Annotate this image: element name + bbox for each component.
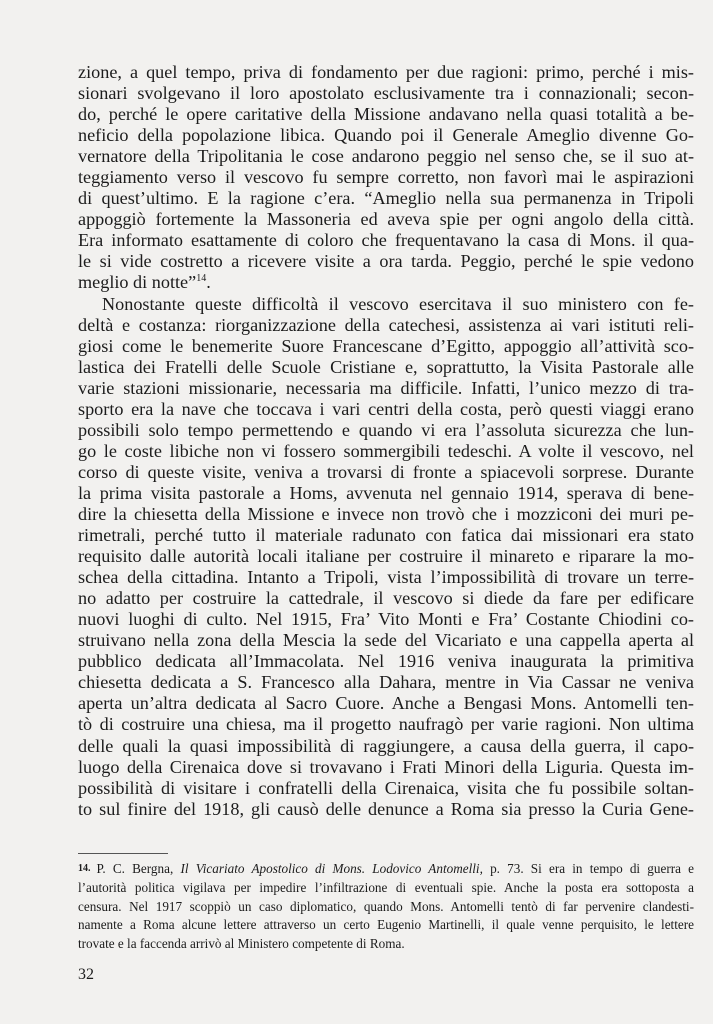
text-line: deltà e costanza: riorganizzazione della catechesi, assistenza ai vari istituti reli- [78, 314, 694, 335]
text-line: go le coste libiche non vi fossero sommergibili tedeschi. A volte il vescovo, nel [78, 440, 694, 461]
paragraph-2 [78, 294, 694, 820]
footnote-line: namente a Roma alcune lettere attraverso un certo Eugenio Martinelli, il quale venne perquisito, le lettere [78, 917, 694, 933]
paragraph-1 [78, 62, 694, 294]
footnote-divider [78, 853, 168, 854]
text-line: possibili solo tempo permettendo e quando vi era l’assoluta sicurezza che lun- [78, 419, 694, 440]
text-line: neficio della popolazione libica. Quando poi il Generale Ameglio divenne Go- [78, 125, 694, 146]
page-number: 32 [78, 966, 94, 983]
text-line: corso di queste visite, veniva a trovarsi di fronte a spiacevoli sorprese. Durante [78, 461, 694, 482]
text-line: tò di costruire una chiesa, ma il progetto naufragò per varie ragioni. Non ultima [78, 714, 694, 735]
text-line: sporto era la nave che toccava i vari centri della costa, però questi viaggi erano [78, 398, 694, 419]
text-line: schea della cittadina. Intanto a Tripoli, vista l’impossibilità di trovare un terre- [78, 567, 694, 588]
footnote-author: P. C. Bergna, [96, 861, 174, 876]
text-line: struivano nella zona della Mescia la sede del Vicariato e una cappella aperta al [78, 630, 694, 651]
text-line: Era informato esattamente di coloro che frequentavano la casa di Mons. il qua- [78, 230, 694, 251]
text-line: la prima visita pastorale a Homs, avvenuta nel gennaio 1914, sperava di bene- [78, 482, 694, 503]
text-line: possibilità di visitare i confratelli della Cirenaica, visita che fu possibile soltan- [78, 777, 694, 798]
text-line: nuovi luoghi di culto. Nel 1915, Fra’ Vito Monti e Fra’ Costante Chiodini co- [78, 609, 694, 630]
footnote-line: l’autorità politica vigilava per impedire l’infiltrazione di eventuali spie. Anche la posta era sottoposta a [78, 879, 694, 895]
text-line: varie stazioni missionarie, necessaria ma difficile. Infatti, l’unico mezzo di tra- [78, 377, 694, 398]
text-line: chiesetta dedicata a S. Francesco alla Dahara, mentre in Via Cassar ne veniva [78, 672, 694, 693]
footnote-line: censura. Nel 1917 scoppiò un caso diplomatico, quando Mons. Antomelli tentò di far pervenire clandesti- [78, 898, 694, 914]
text-line: le si vide costretto a ricevere visite a ora tarda. Peggio, perché le spie vedono [78, 251, 694, 272]
text-line: aperta un’altra dedicata al Sacro Cuore. Anche a Bengasi Mons. Antomelli ten- [78, 693, 694, 714]
text-line: luogo della Cirenaica dove si trovavano i Frati Minori della Liguria. Questa im- [78, 756, 694, 777]
text-line: rimetrali, perché tutto il materiale radunato con fatica dai missionari era stato [78, 525, 694, 546]
text-line: lastica dei Fratelli delle Scuole Cristiane e, soprattutto, la Visita Pastorale alle [78, 356, 694, 377]
text-line: dire la chiesetta della Missione e invece non trovò che i mozziconi dei muri pe- [78, 503, 694, 524]
text-line: appoggiò fortemente la Massoneria ed aveva spie per ogni angolo della città. [78, 209, 694, 230]
footnote-title: Il Vicariato Apostolico di Mons. Lodovico Antomelli, [180, 861, 483, 876]
footnote-line [78, 860, 694, 879]
footnote-first-line-rest: p. 73. Si era in tempo di guerra e [490, 861, 694, 876]
text-line: di quest’ultimo. E la ragione c’era. “Ameglio nella sua permanenza in Tripoli [78, 188, 694, 209]
text-line: pubblico dedicata all’Immacolata. Nel 1916 veniva inaugurata la primitiva [78, 651, 694, 672]
text-line: no adatto per costruire la cattedrale, il vescovo si diede da fare per edificare [78, 588, 694, 609]
footnote-line: trovate e la faccenda arrivò al Ministero competente di Roma. [78, 936, 405, 952]
text-line: vernatore della Tripolitania le cose andarono peggio nel senso che, se il suo at- [78, 146, 694, 167]
footnote [78, 860, 694, 954]
text-line: to sul finire del 1918, gli causò delle denunce a Roma sia presso la Curia Gene- [78, 798, 694, 819]
text-line-content: meglio di notte” [78, 272, 197, 293]
text-line: requisito dalle autorità locali italiane per costruire il minareto e riparare la mo- [78, 546, 694, 567]
text-line: zione, a quel tempo, priva di fondamento per due ragioni: primo, perché i mis- [78, 62, 694, 82]
text-line: Nonostante queste difficoltà il vescovo esercitava il suo ministero con fe- [102, 293, 694, 314]
text-line-last [78, 272, 694, 293]
text-line: delle quali la quasi impossibilità di raggiungere, a causa della guerra, il capo- [78, 735, 694, 756]
text-line: giosi come le benemerite Suore Francescane d’Egitto, appoggio all’attività sco- [78, 335, 694, 356]
footnote-number: 14. [78, 863, 91, 874]
text-line: teggiamento verso il vescovo fu sempre corretto, non favorì mai le aspirazioni [78, 167, 694, 188]
body-text [78, 62, 694, 820]
sentence-end: . [206, 272, 211, 293]
text-line: sionari svolgevano il loro apostolato esclusivamente tra i connazionali; secon- [78, 83, 694, 104]
footnote-reference[interactable]: 14 [196, 273, 207, 285]
text-line: do, perché le opere caritative della Missione andavano nella quasi totalità a be- [78, 104, 694, 125]
